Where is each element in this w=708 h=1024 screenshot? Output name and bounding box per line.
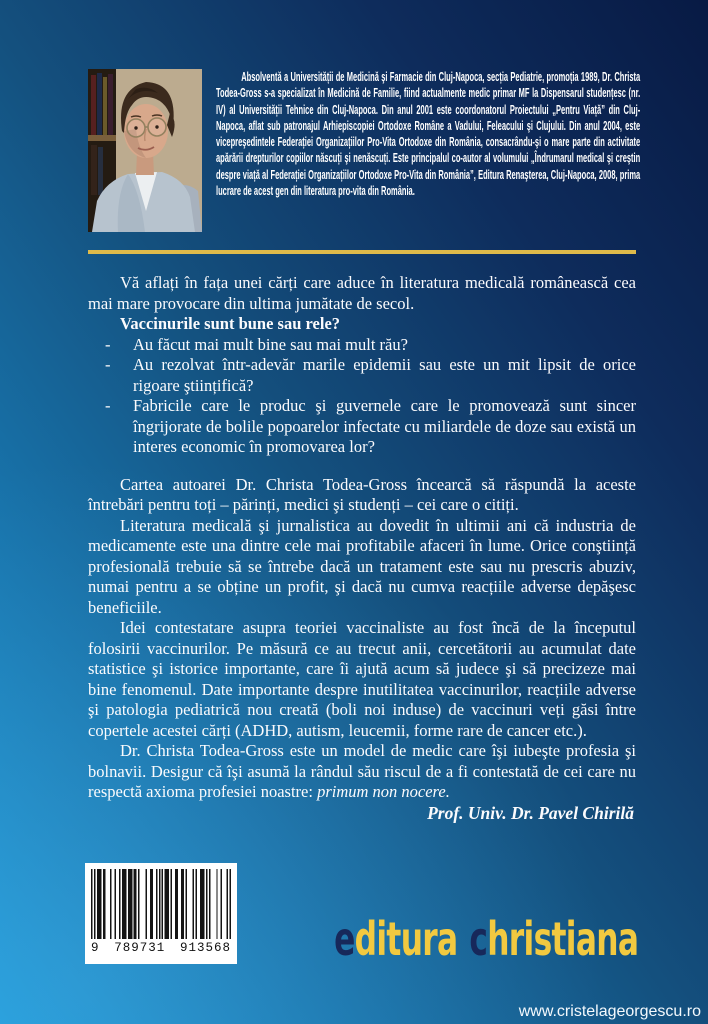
signature: Prof. Univ. Dr. Pavel Chirilă — [427, 802, 634, 823]
bullet-text: Au rezolvat într-adevăr marile epidemii sau este un mit lipsit de orice rigoare ştiințifică? — [133, 355, 636, 395]
bullet-item — [88, 335, 636, 356]
bullet-dash: - — [105, 334, 111, 354]
divider-line — [88, 250, 636, 254]
isbn-left-group: 789731 — [114, 941, 166, 955]
closing-main: Dr. Christa Todea-Gross este un model de medic care îşi iubeşte profesia şi bolnavii. Desigur că îşi asumă la rândul său riscul de a fi contestată de cei care nu respectă axioma profesiei noastre: — [88, 741, 636, 801]
author-photo — [88, 69, 202, 232]
closing-paragraph — [88, 741, 636, 803]
publisher-initial-c: c — [469, 912, 487, 966]
question-heading: Vaccinurile sunt bune sau rele? — [120, 314, 341, 333]
bullet-dash: - — [105, 396, 111, 415]
barcode-bars — [91, 869, 231, 939]
author-bio: Absolventă a Universității de Medicină şi Farmacie din Cluj-Napoca, secția Pediatrie, promoția 1989, Dr. Christa Todea-Gross s-a specializat în Medicină de Familie, fiind actualmente medic primar MF la Dispensarul studențesc (nr. IV) al Universității Tehnice din Cluj-Napoca. Din anul 2001 este coordonatorul Proiectului „Pentru Viață” din Cluj-Napoca, aflat sub patronajul Arhiepiscopiei Ortodoxe Române a Vadului, Feleacului şi Clujului. Din anul 2004, este vicepreşedintele Federației Organizațiilor Pro-Vita Ortodoxe din România, consacrându-şi o mare parte din activitate apărării drepturilor copiilor născuți şi nenăscuți. Este principalul co-autor al volumului „Îndrumarul medical şi creştin despre viață al Federației Organizațiilor Ortodoxe Pro-Vita din România”, Editura Renaşterea, Cluj-Napoca, 2008, prima lucrare de acest gen din literatura pro-vita din România. — [216, 70, 641, 199]
bullet-text: Au făcut mai mult bine sau mai mult rău? — [133, 334, 408, 354]
publisher-word-editura: ditura — [354, 912, 458, 966]
publisher-logo — [334, 912, 638, 966]
paragraph-idei: Idei contestatare asupra teoriei vaccinaliste au fost încă de la începutul folosirii vaccinurilor. Pe măsură ce au trecut anii, cercetătorii au acumulat date statistice şi istorice importante, care îi ajută acum să judece şi să precizeze mai bine fenomenul. Date importante despre inutilitatea vaccinurilor, reacțiile adverse şi patologia pediatrică nou creată (boli noi induse) de vaccinuri veți găsi între copertele acestei cărți (ADHD, autism, leucemii, forme rare de cancer etc.). — [88, 618, 636, 740]
barcode-digits — [91, 941, 231, 955]
isbn-barcode — [85, 863, 237, 964]
bullet-item — [88, 355, 636, 396]
paragraph-cartea: Cartea autoarei Dr. Christa Todea-Gross încearcă să răspundă la aceste întrebări pentru toți – părinți, medici şi studenți – cei care o citiți. — [88, 474, 636, 514]
body-text — [88, 273, 636, 823]
paragraph-literatura: Literatura medicală şi jurnalistica au dovedit în ultimii ani că industria de medicamente este una dintre cele mai profitabile afaceri în lume. Orice conştiință profesională trebuie să se întrebe dacă un tratament este sau nu prescris abuziv, numai pentru a se obține un profit, şi dacă nu cumva reacțiile adverse depăşesc beneficiile. — [88, 515, 636, 617]
bullet-item — [88, 396, 636, 458]
publisher-initial-e: e — [333, 912, 355, 966]
isbn-right-group: 913568 — [179, 941, 231, 955]
website-url: www.cristelageorgescu.ro — [518, 1003, 701, 1020]
author-photo-illustration — [88, 69, 202, 232]
bullet-text: Fabricile care le produc şi guvernele care le promovează sunt sincer îngrijorate de bolile popoarelor infectate cu miliardele de doze sau există un interes economic în promovarea lor? — [133, 396, 636, 456]
bullet-dash: - — [105, 355, 111, 374]
publisher-word-christiana: hristiana — [486, 912, 638, 966]
isbn-first-digit: 9 — [91, 941, 100, 955]
intro-paragraph: Vă aflați în fața unei cărți care aduce în literatura medicală românească cea mai mare provocare din ultima jumătate de secol. — [88, 273, 636, 313]
author-section — [88, 69, 641, 232]
closing-latin-phrase: primum non nocere. — [317, 782, 450, 801]
